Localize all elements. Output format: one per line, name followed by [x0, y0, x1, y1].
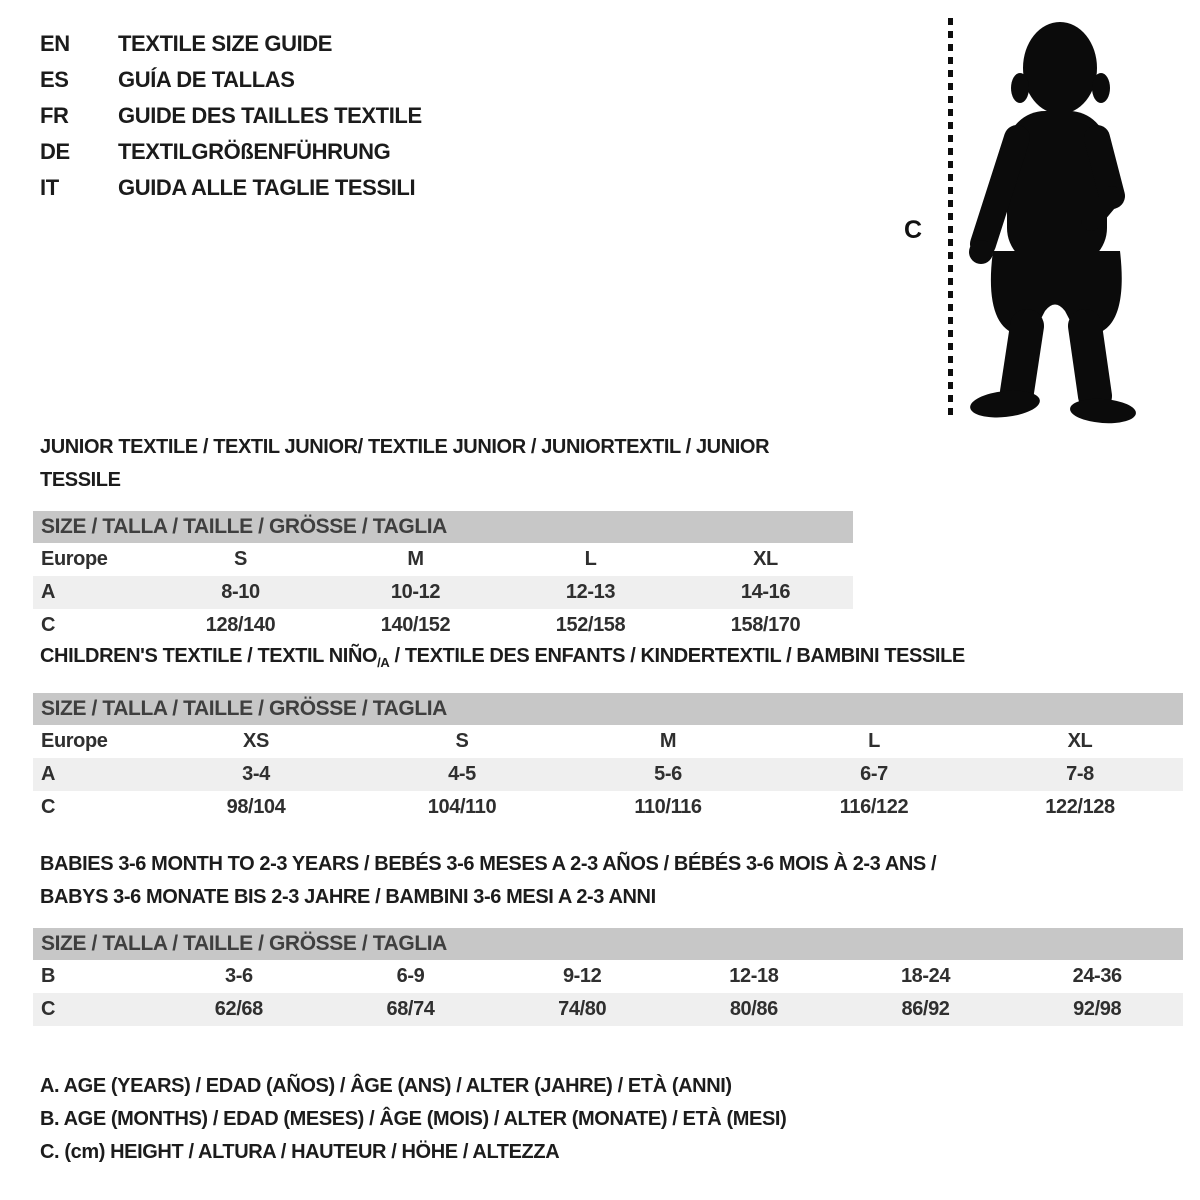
language-title: TEXTILE SIZE GUIDE — [118, 31, 333, 56]
table-cell: 18-24 — [900, 965, 951, 987]
row-label: C — [41, 998, 56, 1020]
table-cell: 104/110 — [427, 796, 497, 818]
table-cell: 86/92 — [901, 998, 950, 1020]
children-textile-section — [33, 640, 1183, 824]
legend-line-height-cm: C. (cm) HEIGHT / ALTURA / HAUTEUR / HÖHE / ALTEZZA — [40, 1141, 560, 1163]
section-title — [33, 431, 853, 497]
language-title-block — [40, 26, 422, 206]
table-row — [33, 791, 1183, 824]
table-cell: 7-8 — [1066, 763, 1094, 785]
table-row — [33, 576, 853, 609]
language-title: TEXTILGRÖßENFÜHRUNG — [118, 139, 391, 164]
table-cell: 12-13 — [565, 581, 616, 603]
table-cell: 152/158 — [555, 614, 626, 636]
legend-line-age-months: B. AGE (MONTHS) / EDAD (MESES) / ÂGE (MOIS) / ALTER (MONATE) / ETÀ (MESI) — [40, 1108, 787, 1130]
table-cell: M — [659, 730, 677, 752]
table-cell: 14-16 — [740, 581, 791, 603]
table-cell: 80/86 — [729, 998, 778, 1020]
row-label: C — [41, 614, 56, 636]
table-cell: 3-6 — [224, 965, 253, 987]
section-title-line: CHILDREN'S TEXTILE / TEXTIL $NIÑO_{/A}$ / TEXTILE DES ENFANTS / KINDERTEXTIL / BAMBINI TESSILE — [40, 645, 965, 670]
language-code: DE — [40, 139, 70, 164]
section-title-line: BABIES 3-6 MONTH TO 2-3 YEARS / BEBÉS 3-6 MESES A 2-3 AÑOS / BÉBÉS 3-6 MOIS À 2-3 ANS / — [40, 853, 937, 875]
table-cell: L — [584, 548, 597, 570]
row-label: C — [41, 796, 56, 818]
language-row — [40, 134, 422, 170]
table-cell: XL — [753, 548, 778, 570]
table-cell: M — [407, 548, 424, 570]
table-row — [33, 993, 1183, 1026]
language-code: ES — [40, 67, 69, 92]
table-cell: 6-7 — [860, 763, 888, 785]
language-row — [40, 62, 422, 98]
legend-block — [40, 1070, 786, 1169]
table-row — [33, 758, 1183, 791]
table-cell: XL — [1067, 730, 1093, 752]
table-cell: 140/152 — [380, 614, 451, 636]
table-row — [33, 609, 853, 642]
language-code: FR — [40, 103, 69, 128]
table-cell: 116/122 — [839, 796, 909, 818]
table-cell: L — [868, 730, 880, 752]
babies-textile-section — [33, 848, 1183, 1026]
row-label: B — [41, 965, 56, 987]
section-title-line: BABYS 3-6 MONATE BIS 2-3 JAHRE / BAMBINI 3-6 MESI A 2-3 ANNI — [40, 886, 656, 908]
table-row — [33, 725, 1183, 758]
language-title: GUIDA ALLE TAGLIE TESSILI — [118, 175, 416, 200]
table-cell: XS — [243, 730, 269, 752]
table-row — [33, 960, 1183, 993]
table-cell: 110/116 — [634, 796, 702, 818]
language-title: GUÍA DE TALLAS — [118, 67, 295, 92]
title-subscript: /A — [377, 655, 390, 670]
language-row — [40, 26, 422, 62]
language-code: EN — [40, 31, 70, 56]
section-title — [33, 848, 1183, 914]
table-cell: 12-18 — [729, 965, 779, 987]
table-cell: S — [455, 730, 469, 752]
table-cell: 158/170 — [730, 614, 801, 636]
table-row — [33, 543, 853, 576]
table-cell: 98/104 — [226, 796, 286, 818]
table-cell: 5-6 — [654, 763, 682, 785]
table-cell: 122/128 — [1045, 796, 1115, 818]
table-cell: 8-10 — [221, 581, 260, 603]
row-label: Europe — [41, 548, 108, 570]
language-code: IT — [40, 175, 59, 200]
size-header-bar: SIZE / TALLA / TAILLE / GRÖSSE / TAGLIA — [33, 511, 853, 543]
section-title — [33, 640, 1183, 679]
height-dashed-line — [948, 18, 953, 416]
language-row — [40, 98, 422, 134]
table-cell: 68/74 — [386, 998, 435, 1020]
size-header-bar: SIZE / TALLA / TAILLE / GRÖSSE / TAGLIA — [33, 693, 1183, 725]
toddler-silhouette-icon — [965, 16, 1150, 426]
size-header-bar: SIZE / TALLA / TAILLE / GRÖSSE / TAGLIA — [33, 928, 1183, 960]
junior-textile-section — [33, 431, 853, 642]
table-cell: 92/98 — [1073, 998, 1122, 1020]
table-cell: 74/80 — [558, 998, 607, 1020]
table-cell: 10-12 — [390, 581, 441, 603]
table-cell: 6-9 — [396, 965, 425, 987]
legend-line-age-years: A. AGE (YEARS) / EDAD (AÑOS) / ÂGE (ANS) / ALTER (JAHRE) / ETÀ (ANNI) — [40, 1075, 732, 1097]
height-measure-label: C — [904, 216, 922, 244]
language-title: GUIDE DES TAILLES TEXTILE — [118, 103, 422, 128]
table-cell: 62/68 — [214, 998, 263, 1020]
table-cell: 128/140 — [205, 614, 276, 636]
row-label: A — [41, 581, 56, 603]
row-label: A — [41, 763, 56, 785]
row-label: Europe — [41, 730, 108, 752]
language-row — [40, 170, 422, 206]
table-cell: 3-4 — [242, 763, 270, 785]
table-cell: 9-12 — [562, 965, 602, 987]
table-cell: 4-5 — [448, 763, 476, 785]
section-title-line: JUNIOR TEXTILE / TEXTIL JUNIOR/ TEXTILE JUNIOR / JUNIORTEXTIL / JUNIOR TESSILE — [40, 436, 770, 491]
table-cell: 24-36 — [1072, 965, 1122, 987]
table-cell: S — [234, 548, 247, 570]
